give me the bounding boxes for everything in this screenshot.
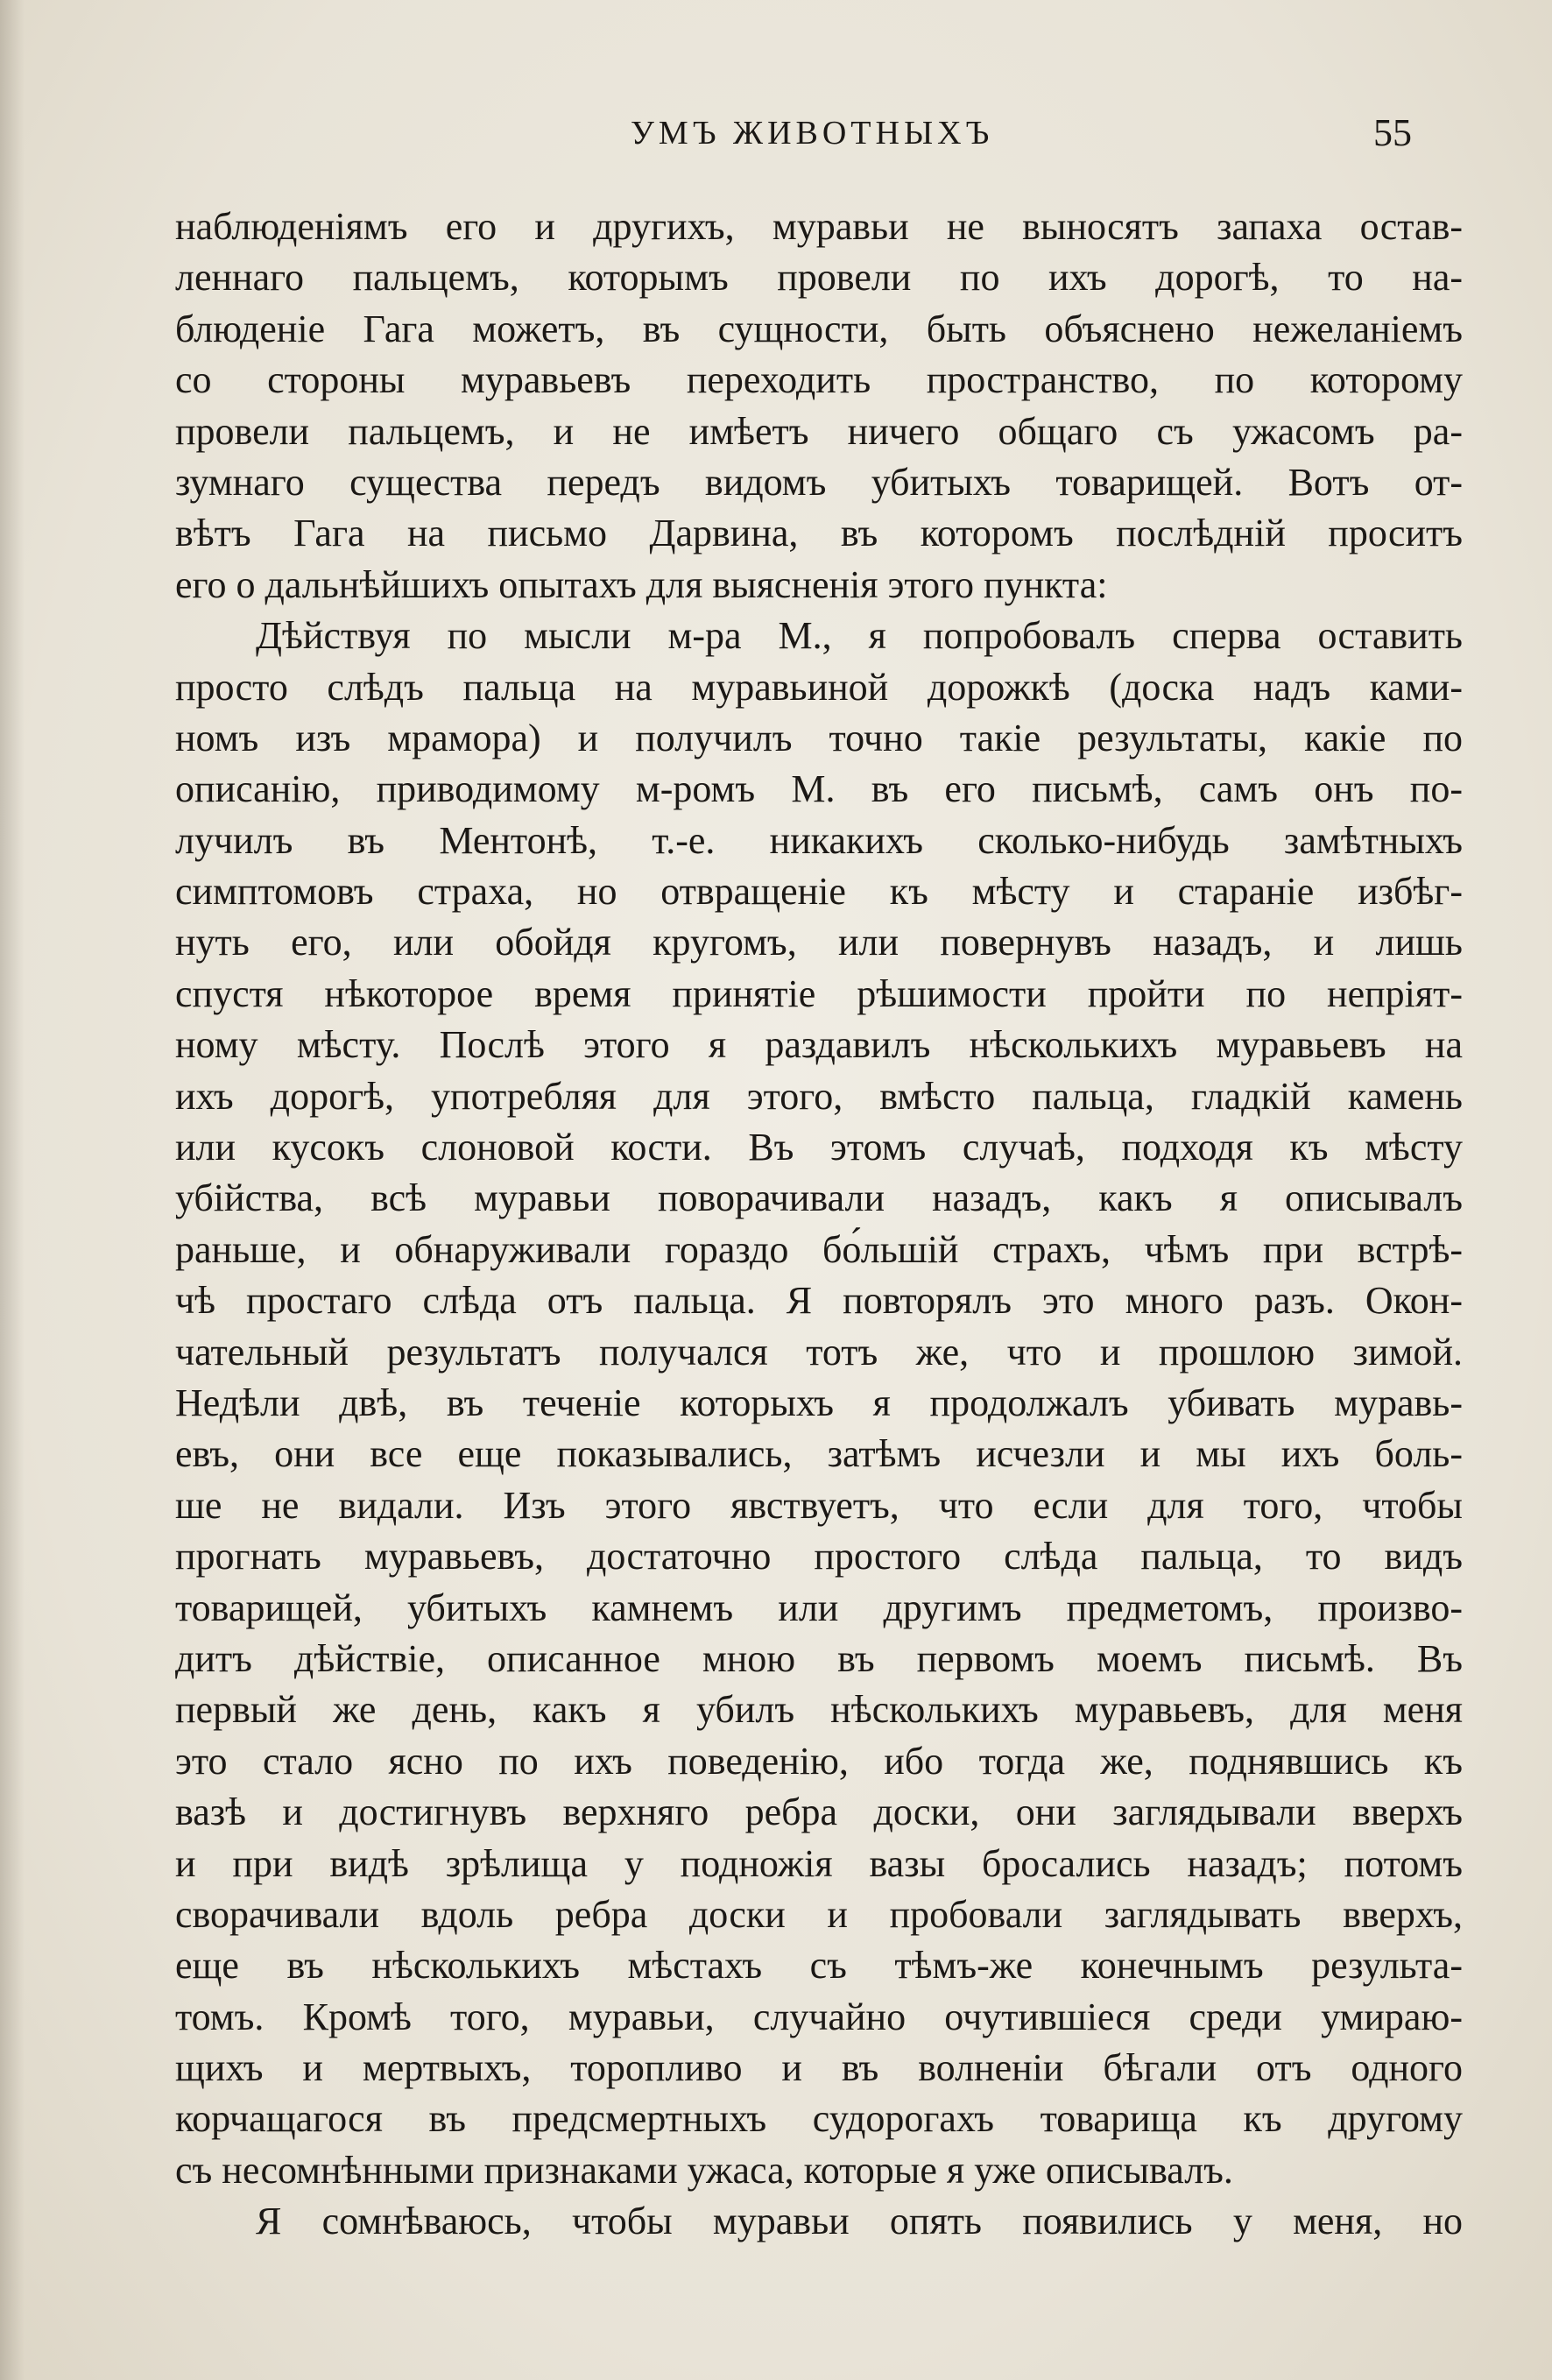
text-line: ихъ дорогѣ, употребляя для этого, вмѣсто пальца, гладкій камень bbox=[175, 1074, 1463, 1118]
text-line: его о дальнѣйшихъ опытахъ для выясненія этого пункта: bbox=[175, 562, 1108, 606]
text-line: чательный результатъ получался тотъ же, что и прошлою зимой. bbox=[175, 1330, 1463, 1374]
text-line: описанію, приводимому м-ромъ М. въ его письмѣ, самъ онъ по- bbox=[175, 767, 1463, 811]
text-line: первый же день, какъ я убилъ нѣсколькихъ муравьевъ, для меня bbox=[175, 1688, 1463, 1732]
text-line: прогнать муравьевъ, достаточно простого слѣда пальца, то видъ bbox=[175, 1535, 1463, 1578]
text-line: просто слѣдъ пальца на муравьиной дорожкѣ (доска надъ ками- bbox=[175, 665, 1463, 709]
text-line: дитъ дѣйствіе, описанное мною въ первомъ моемъ письмѣ. Въ bbox=[175, 1636, 1463, 1680]
paragraph-first-line: Дѣйствуя по мысли м-ра М., я попробовалъ сперва оставить bbox=[256, 614, 1463, 658]
text-line: корчащагося въ предсмертныхъ судорогахъ товарища къ другому bbox=[175, 2097, 1463, 2141]
body-text bbox=[175, 201, 1463, 2248]
text-line: лучилъ въ Ментонѣ, т.-е. никакихъ сколько-нибудь замѣтныхъ bbox=[175, 818, 1463, 862]
text-line: леннаго пальцемъ, которымъ провели по ихъ дорогѣ, то на- bbox=[175, 256, 1463, 300]
text-line: сворачивали вдоль ребра доски и пробовали заглядывать вверхъ, bbox=[175, 1892, 1463, 1936]
text-line: убійства, всѣ муравьи поворачивали назадъ, какъ я описывалъ bbox=[175, 1176, 1463, 1220]
text-line: ному мѣсту. Послѣ этого я раздавилъ нѣсколькихъ муравьевъ на bbox=[175, 1023, 1463, 1067]
text-line: провели пальцемъ, и не имѣетъ ничего общаго съ ужасомъ ра- bbox=[175, 409, 1463, 453]
text-line: ше не видали. Изъ этого явствуетъ, что если для того, чтобы bbox=[175, 1483, 1463, 1527]
text-line: вѣтъ Гага на письмо Дарвина, въ которомъ послѣдній проситъ bbox=[175, 512, 1463, 555]
running-head bbox=[0, 111, 1552, 158]
text-line: зумнаго существа передъ видомъ убитыхъ товарищей. Вотъ от- bbox=[175, 460, 1463, 504]
text-line: нуть его, или обойдя кругомъ, или повернувъ назадъ, и лишь bbox=[175, 921, 1463, 964]
text-line: и при видѣ зрѣлища у подножія вазы бросались назадъ; потомъ bbox=[175, 1841, 1463, 1885]
text-line: вазѣ и достигнувъ верхняго ребра доски, они заглядывали вверхъ bbox=[175, 1790, 1463, 1834]
paragraph-first-line: Я сомнѣваюсь, чтобы муравьи опять появились у меня, но bbox=[256, 2200, 1463, 2243]
text-line: раньше, и обнаруживали гораздо бо́льшій страхъ, чѣмъ при встрѣ- bbox=[175, 1227, 1463, 1271]
text-line: со стороны муравьевъ переходить пространство, по которому bbox=[175, 358, 1463, 402]
text-line: томъ. Кромѣ того, муравьи, случайно очутившіеся среди умираю- bbox=[175, 1995, 1463, 2038]
binding-shadow bbox=[0, 0, 25, 2380]
text-line: щихъ и мертвыхъ, торопливо и въ волненіи бѣгали отъ одного bbox=[175, 2046, 1463, 2090]
text-line: еще въ нѣсколькихъ мѣстахъ съ тѣмъ-же конечнымъ результа- bbox=[175, 1944, 1463, 1988]
text-line: наблюденіямъ его и другихъ, муравьи не выносятъ запаха остав- bbox=[175, 205, 1463, 248]
text-line: Недѣли двѣ, въ теченіе которыхъ я продолжалъ убивать муравь- bbox=[175, 1381, 1463, 1424]
text-line: блюденіе Гага можетъ, въ сущности, быть объяснено нежеланіемъ bbox=[175, 307, 1463, 350]
text-line: спустя нѣкоторое время принятіе рѣшимости пройти по непріят- bbox=[175, 971, 1463, 1015]
running-title: УМЪ ЖИВОТНЫХЪ bbox=[631, 115, 994, 152]
text-line: номъ изъ мрамора) и получилъ точно такіе результаты, какіе по bbox=[175, 716, 1463, 759]
text-line: евъ, они все еще показывались, затѣмъ исчезли и мы ихъ боль- bbox=[175, 1432, 1463, 1476]
text-line: симптомовъ страха, но отвращеніе къ мѣсту и стараніе избѣг- bbox=[175, 870, 1463, 914]
text-line: товарищей, убитыхъ камнемъ или другимъ предметомъ, произво- bbox=[175, 1585, 1463, 1629]
text-line: это стало ясно по ихъ поведенію, ибо тогда же, поднявшись къ bbox=[175, 1739, 1463, 1783]
text-line: чѣ простаго слѣда отъ пальца. Я повторялъ это много разъ. Окон- bbox=[175, 1279, 1463, 1323]
page-number: 55 bbox=[1373, 111, 1412, 154]
text-line: или кусокъ слоновой кости. Въ этомъ случаѣ, подходя къ мѣсту bbox=[175, 1126, 1463, 1169]
text-line: съ несомнѣнными признаками ужаса, которые я уже описывалъ. bbox=[175, 2148, 1233, 2192]
